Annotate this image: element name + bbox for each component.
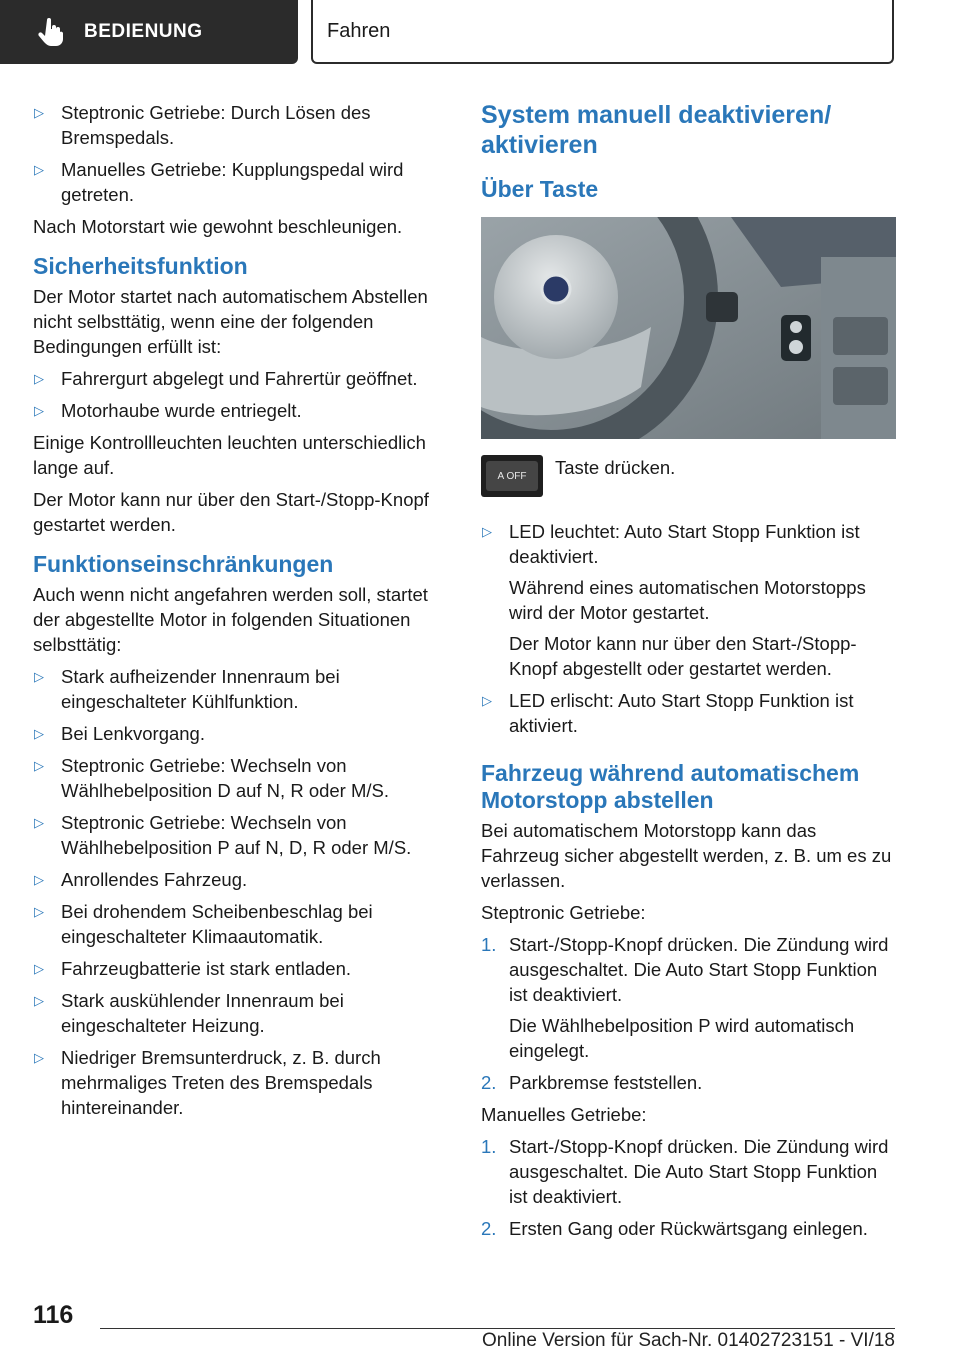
triangle-bullet-icon: ▷ (482, 693, 492, 708)
hand-pointer-icon (38, 18, 64, 46)
paragraph: Der Motor kann nur über den Start-/Stopp-Knopf gestartet werden. (33, 489, 429, 535)
triangle-bullet-icon: ▷ (34, 669, 44, 684)
steptronic-steps (481, 932, 896, 1095)
safety-heading: Sicherheitsfunktion (33, 253, 248, 279)
list-item: ▷ Stark auskühlender Innenraum bei eingeschalteter Heizung. (34, 990, 344, 1036)
list-item: 1. Start-/Stopp-Knopf drücken. Die Zündung wird ausgeschaltet. Die Auto Start Stopp Funktion ist deaktiviert. (481, 1136, 889, 1207)
paragraph: Auch wenn nicht angefahren werden soll, startet der abgestellte Motor in folgenden Situationen selbsttätig: (33, 584, 428, 655)
chapter-tab[interactable] (0, 0, 298, 64)
list-item: ▷ Anrollendes Fahrzeug. (34, 869, 248, 890)
cockpit-illustration (481, 217, 896, 439)
list-item: 2. Ersten Gang oder Rückwärtsgang einlegen. (481, 1218, 868, 1239)
list-item: ▷ Motorhaube wurde entriegelt. (34, 400, 302, 421)
press-instruction: Taste drücken. (555, 457, 676, 478)
main-heading: System manuell deaktivieren/ aktivieren (481, 101, 832, 159)
sub-paragraph: Die Wählhebelposition P wird automatisch eingelegt. (509, 1015, 855, 1061)
list-item: ▷ Fahrergurt abgelegt und Fahrertür geöffnet. (34, 368, 418, 389)
start-conditions-list (33, 100, 449, 207)
list-item: ▷ LED leuchtet: Auto Start Stopp Funktion ist deaktiviert. Während eines automatischen Motorstopps wird der Motor gestartet. Der Motor kann nur über den Start-/Stopp-Knopf abgestellt oder gestartet werden. (481, 519, 896, 681)
section-tab[interactable] (311, 0, 894, 64)
auto-start-stop-off-icon: A OFF (486, 461, 538, 491)
triangle-bullet-icon: ▷ (34, 105, 44, 120)
manual-steps (481, 1134, 896, 1241)
list-item: ▷ Steptronic Getriebe: Wechseln von Wählhebelposition P auf N, D, R oder M/S. (34, 812, 412, 858)
list-item: ▷ Niedriger Bremsunterdruck, z. B. durch mehrmaliges Treten des Bremspedals hintereinander. (34, 1047, 381, 1118)
triangle-bullet-icon: ▷ (34, 726, 44, 741)
list-item: ▷ Bei Lenkvorgang. (34, 723, 205, 744)
list-item: 1. Start-/Stopp-Knopf drücken. Die Zündung wird ausgeschaltet. Die Auto Start Stopp Funktion ist deaktiviert. Die Wählhebelposition P wird automatisch eingelegt. (481, 932, 896, 1063)
park-heading: Fahrzeug während automatischem Motorstopp abstellen (481, 760, 860, 813)
list-item: ▷ Steptronic Getriebe: Durch Lösen des Bremspedals. (34, 102, 371, 148)
sub-heading: Über Taste (481, 176, 599, 202)
triangle-bullet-icon: ▷ (34, 815, 44, 830)
sub-paragraph: Der Motor kann nur über den Start-/Stopp-Knopf abgestellt oder gestartet werden. (509, 633, 857, 679)
triangle-bullet-icon: ▷ (34, 904, 44, 919)
triangle-bullet-icon: ▷ (34, 403, 44, 418)
list-item: ▷ Fahrzeugbatterie ist stark entladen. (34, 958, 351, 979)
paragraph: Nach Motorstart wie gewohnt beschleunigen. (33, 216, 403, 237)
triangle-bullet-icon: ▷ (34, 961, 44, 976)
footer-version: Online Version für Sach-Nr. 01402723151 - VI/18 (482, 1330, 895, 1351)
chapter-label: BEDIENUNG (84, 21, 203, 42)
sub-paragraph: Während eines automatischen Motorstopps wird der Motor gestartet. (509, 577, 866, 623)
limits-list (33, 664, 449, 1120)
paragraph: Bei automatischem Motorstopp kann das Fahrzeug sicher abgestellt werden, z. B. um es zu verlassen. (481, 820, 892, 891)
list-item: ▷ Steptronic Getriebe: Wechseln von Wählhebelposition D auf N, R oder M/S. (34, 755, 390, 801)
paragraph: Einige Kontrollleuchten leuchten unterschiedlich lange auf. (33, 432, 426, 478)
triangle-bullet-icon: ▷ (34, 993, 44, 1008)
triangle-bullet-icon: ▷ (34, 872, 44, 887)
left-column (33, 100, 449, 1127)
page-header (0, 0, 960, 66)
footer-divider (100, 1328, 895, 1329)
triangle-bullet-icon: ▷ (34, 758, 44, 773)
led-status-list (481, 519, 896, 738)
auto-start-stop-button[interactable] (481, 455, 543, 497)
list-item: ▷ Manuelles Getriebe: Kupplungspedal wird getreten. (34, 159, 404, 205)
cockpit-photo (481, 217, 896, 439)
page-number: 116 (33, 1301, 74, 1329)
steptronic-label: Steptronic Getriebe: (481, 902, 646, 923)
list-item: 2. Parkbremse feststellen. (481, 1072, 703, 1093)
manual-label: Manuelles Getriebe: (481, 1104, 647, 1125)
list-item: ▷ LED erlischt: Auto Start Stopp Funktion ist aktiviert. (482, 690, 854, 736)
list-item: ▷ Bei drohendem Scheibenbeschlag bei eingeschalteter Klimaautomatik. (34, 901, 373, 947)
press-button-row (481, 455, 896, 497)
triangle-bullet-icon: ▷ (34, 371, 44, 386)
triangle-bullet-icon: ▷ (482, 524, 492, 539)
triangle-bullet-icon: ▷ (34, 162, 44, 177)
triangle-bullet-icon: ▷ (34, 1050, 44, 1065)
list-item: ▷ Stark aufheizender Innenraum bei eingeschalteter Kühlfunktion. (34, 666, 340, 712)
paragraph: Der Motor startet nach automatischem Abstellen nicht selbsttätig, wenn eine der folgenden Bedingungen erfüllt ist: (33, 286, 428, 357)
safety-list (33, 366, 449, 423)
right-column (481, 100, 896, 1248)
section-label: Fahren (327, 19, 391, 42)
limits-heading: Funktionseinschränkungen (33, 551, 334, 577)
